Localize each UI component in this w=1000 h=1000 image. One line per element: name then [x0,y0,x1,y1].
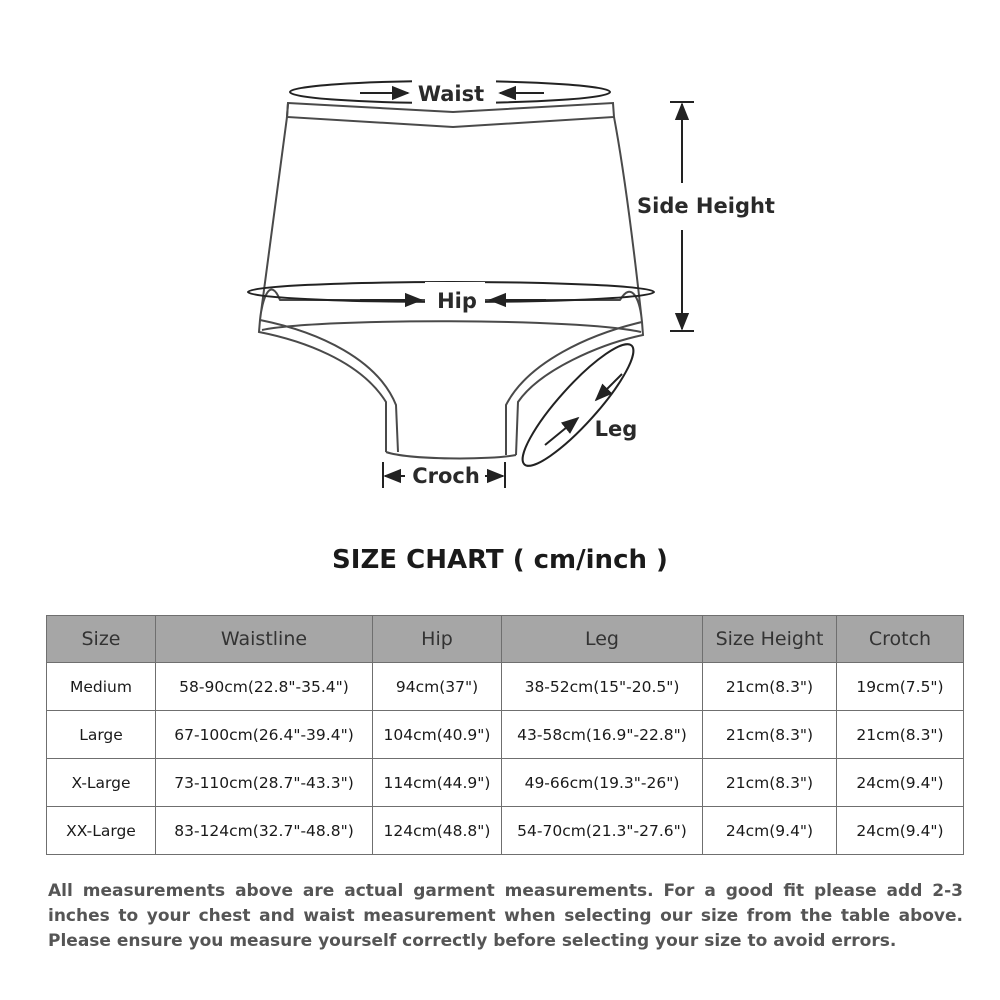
cell-waistline: 83-124cm(32.7"-48.8") [156,807,373,855]
cell-size: Medium [47,663,156,711]
table-row [47,663,964,711]
cell-leg: 49-66cm(19.3"-26") [502,759,703,807]
header-waistline: Waistline [156,616,373,663]
cell-hip: 94cm(37") [373,663,502,711]
cell-size: XX-Large [47,807,156,855]
cell-size: Large [47,711,156,759]
waist-label: Waist [417,82,485,106]
header-size: Size [47,616,156,663]
croch-measure [383,462,505,488]
briefs-outline [259,103,643,458]
side-height-measure [637,102,775,331]
cell-size-height: 21cm(8.3") [703,711,837,759]
cell-crotch: 24cm(9.4") [837,807,964,855]
cell-crotch: 19cm(7.5") [837,663,964,711]
cell-waistline: 73-110cm(28.7"-43.3") [156,759,373,807]
cell-hip: 124cm(48.8") [373,807,502,855]
table-row [47,759,964,807]
side-height-label: Side Height [637,194,775,218]
leg-label: Leg [594,417,638,441]
cell-waistline: 58-90cm(22.8"-35.4") [156,663,373,711]
hip-label: Hip [437,289,477,313]
cell-size-height: 21cm(8.3") [703,759,837,807]
cell-hip: 104cm(40.9") [373,711,502,759]
table-row [47,711,964,759]
table-header-row [47,616,964,663]
hip-measure [248,282,654,313]
size-chart-table [46,615,964,855]
leg-measure [510,333,645,477]
header-size-height: Size Height [703,616,837,663]
header-leg: Leg [502,616,703,663]
cell-size-height: 24cm(9.4") [703,807,837,855]
cell-size: X-Large [47,759,156,807]
cell-hip: 114cm(44.9") [373,759,502,807]
cell-leg: 54-70cm(21.3"-27.6") [502,807,703,855]
waist-measure [290,80,610,106]
cell-leg: 43-58cm(16.9"-22.8") [502,711,703,759]
croch-label: Croch [412,464,480,488]
header-hip: Hip [373,616,502,663]
measurement-note: All measurements above are actual garment measurements. For a good fit please add 2-3 inches to your chest and waist measurement when selecting our size from the table above. Please ensure you measure yourself correctly before selecting your size to avoid errors. [48,881,963,951]
size-chart-title: SIZE CHART ( cm/inch ) [332,545,668,575]
cell-size-height: 21cm(8.3") [703,663,837,711]
cell-leg: 38-52cm(15"-20.5") [502,663,703,711]
cell-crotch: 24cm(9.4") [837,759,964,807]
table-row [47,807,964,855]
cell-waistline: 67-100cm(26.4"-39.4") [156,711,373,759]
header-crotch: Crotch [837,616,964,663]
cell-crotch: 21cm(8.3") [837,711,964,759]
